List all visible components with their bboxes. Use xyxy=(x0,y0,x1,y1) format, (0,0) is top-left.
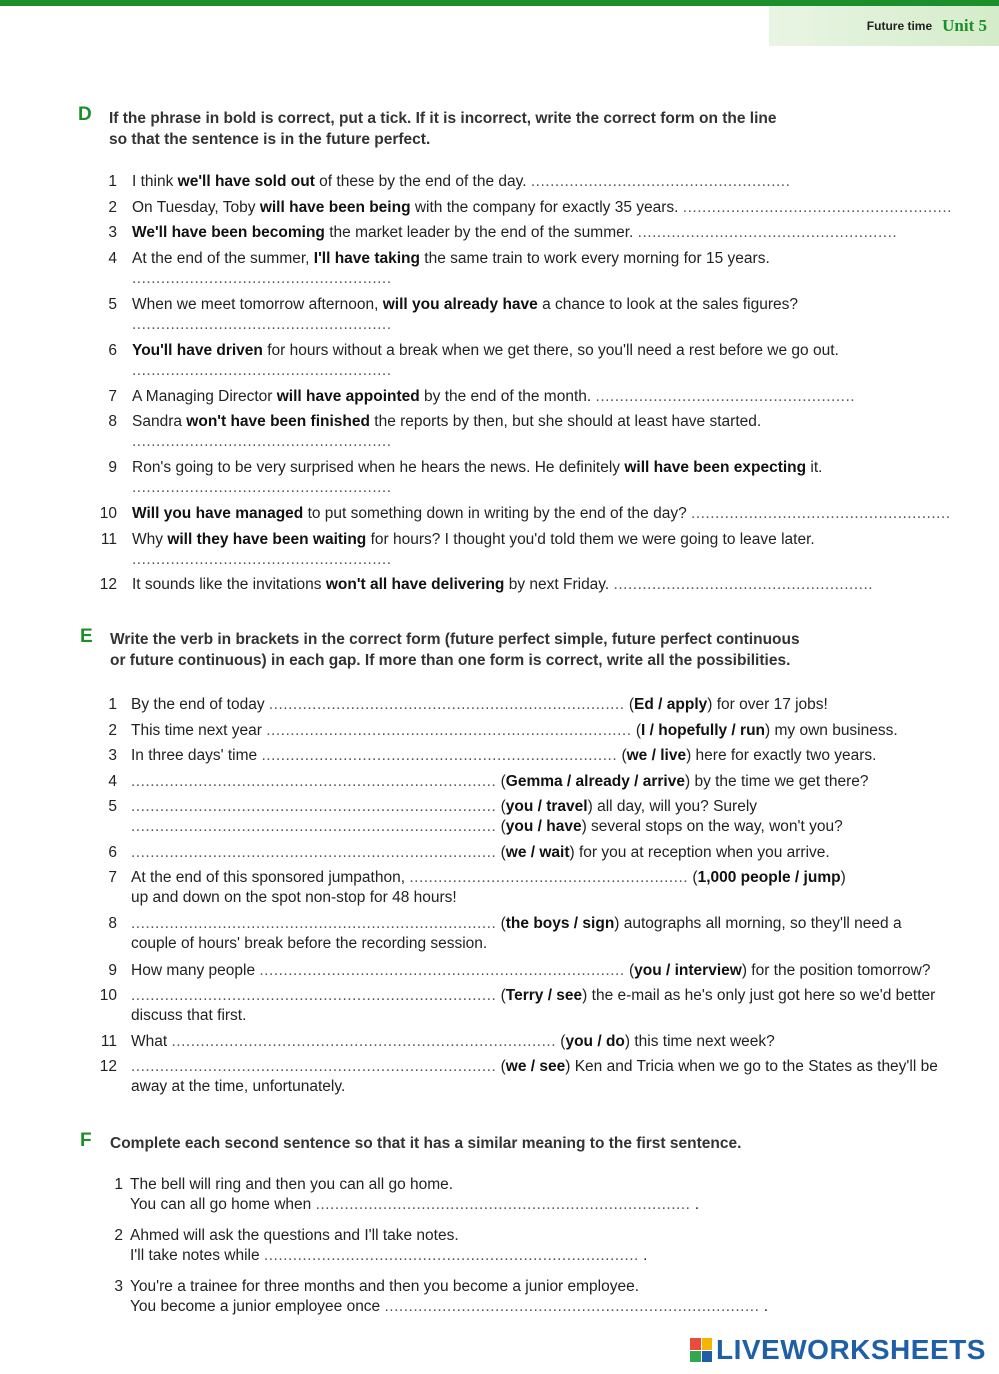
bracket: ( xyxy=(496,1058,506,1075)
answer-blank[interactable]: ...................................................... xyxy=(691,505,951,522)
exercise-line xyxy=(132,249,770,269)
item-number: 6 xyxy=(108,342,117,359)
verb-prompt: I / hopefully / run xyxy=(641,722,766,739)
exercise-line xyxy=(131,986,935,1006)
text: it. xyxy=(806,459,823,476)
bold-phrase: will have been being xyxy=(259,199,411,216)
item-number: 10 xyxy=(99,987,117,1004)
section-d-instruction-line: If the phrase in bold is correct, put a tick. If it is incorrect, write the correct form on the line xyxy=(109,110,777,127)
text: I'll take notes while xyxy=(130,1247,264,1264)
item-number: 12 xyxy=(99,1058,117,1075)
answer-blank[interactable]: .............................................................................. xyxy=(315,1196,691,1213)
text: You become a junior employee once xyxy=(130,1298,385,1315)
text: ) all day, will you? Surely xyxy=(587,798,758,815)
answer-blank[interactable]: ............................................................................ xyxy=(259,962,625,979)
answer-blank[interactable]: ...................................................... xyxy=(132,479,392,496)
text: Sandra xyxy=(132,413,187,430)
item-number: 3 xyxy=(114,1278,123,1295)
brand-name: LIVEWORKSHEETS xyxy=(716,1334,986,1365)
bracket: ( xyxy=(624,696,635,713)
text: to put something down in writing by the end of the day? xyxy=(303,505,687,522)
item-number: 9 xyxy=(108,962,117,979)
item-number: 1 xyxy=(108,173,117,190)
text: ) for you at reception when you arrive. xyxy=(569,844,830,861)
answer-blank[interactable]: .......................................................................... xyxy=(268,696,625,713)
answer-blank[interactable]: .......................................................................... xyxy=(261,747,618,764)
text: the same train to work every morning for 15 years. xyxy=(420,250,770,267)
text: Ron's going to be very surprised when he hears the news. He definitely xyxy=(132,459,625,476)
exercise-line xyxy=(131,1032,775,1052)
item-number: 4 xyxy=(108,250,117,267)
section-e-instruction-line: Write the verb in brackets in the correct form (future perfect simple, future perfect continuous xyxy=(110,631,800,648)
answer-blank[interactable]: ...................................................... xyxy=(613,576,874,593)
exercise-line xyxy=(131,868,846,888)
answer-blank[interactable]: ............................................................................ xyxy=(131,773,497,790)
exercise-line-continued xyxy=(131,1077,345,1097)
text: ) autographs all morning, so they'll need a xyxy=(614,915,902,932)
verb-prompt: Ed / apply xyxy=(634,696,708,713)
second-sentence xyxy=(130,1297,768,1317)
verb-prompt: we / live xyxy=(626,747,687,764)
exercise-line xyxy=(132,295,798,315)
answer-blank[interactable]: ............................................................................ xyxy=(131,987,497,1004)
item-number: 7 xyxy=(108,388,117,405)
item-number: 1 xyxy=(108,696,117,713)
exercise-line xyxy=(132,530,815,550)
answer-blank[interactable]: ...................................................... xyxy=(595,388,856,405)
item-number: 11 xyxy=(100,531,117,548)
answer-blank[interactable]: ................................................................................ xyxy=(171,1033,556,1050)
bold-phrase: won't have been finished xyxy=(186,413,370,430)
text: for hours without a break when we get there, so you'll need a rest before we go out. xyxy=(262,342,839,359)
text: It sounds like the invitations xyxy=(132,576,326,593)
period: . xyxy=(638,1247,648,1264)
verb-prompt: 1,000 people / jump xyxy=(697,869,841,886)
answer-blank[interactable]: ...................................................... xyxy=(132,551,392,568)
exercise-line xyxy=(132,575,873,595)
text: couple of hours' break before the recording session. xyxy=(131,935,488,952)
exercise-answer-line xyxy=(132,361,392,381)
second-sentence xyxy=(130,1195,699,1215)
bold-phrase: won't all have delivering xyxy=(325,576,505,593)
answer-blank[interactable]: ...................................................... xyxy=(132,433,392,450)
text: away at the time, unfortunately. xyxy=(131,1078,346,1095)
answer-blank[interactable]: .............................................................................. xyxy=(263,1247,639,1264)
text: ) this time next week? xyxy=(624,1033,775,1050)
exercise-line xyxy=(132,172,790,192)
unit-label: Unit 5 xyxy=(942,16,987,35)
text: Ahmed will ask the questions and I'll take notes. xyxy=(130,1227,459,1244)
bracket: ( xyxy=(496,915,506,932)
bracket: ( xyxy=(496,798,506,815)
first-sentence xyxy=(130,1175,453,1195)
exercise-line xyxy=(131,797,757,817)
text: How many people xyxy=(131,962,260,979)
exercise-line xyxy=(131,721,898,741)
text: ) Ken and Tricia when we go to the States as they'll be xyxy=(565,1058,938,1075)
text: ) for the position tomorrow? xyxy=(741,962,931,979)
text: A Managing Director xyxy=(132,388,277,405)
text: up and down on the spot non-stop for 48 hours! xyxy=(131,889,457,906)
text: When we meet tomorrow afternoon, xyxy=(132,296,383,313)
text: ) my own business. xyxy=(765,722,898,739)
first-sentence xyxy=(130,1277,639,1297)
exercise-answer-line xyxy=(132,269,392,289)
item-number: 9 xyxy=(108,459,117,476)
section-e-instruction-line: or future continuous) in each gap. If more than one form is correct, write all the possibilities. xyxy=(110,652,791,669)
exercise-line xyxy=(131,746,876,766)
item-number: 11 xyxy=(100,1033,117,1050)
text: ) for over 17 jobs! xyxy=(707,696,828,713)
verb-prompt: you / have xyxy=(505,818,582,835)
answer-blank[interactable]: .......................................................... xyxy=(409,869,689,886)
bracket: ( xyxy=(631,722,642,739)
item-number: 8 xyxy=(108,915,117,932)
text: This time next year xyxy=(131,722,267,739)
text: ) by the time we get there? xyxy=(684,773,869,790)
text: ) xyxy=(840,869,846,886)
text: for hours? I thought you'd told them we were going to leave later. xyxy=(366,531,815,548)
bracket: ( xyxy=(496,818,506,835)
period: . xyxy=(759,1298,769,1315)
exercise-line-continued xyxy=(131,888,457,908)
text: by next Friday. xyxy=(504,576,610,593)
section-f-letter: F xyxy=(80,1130,92,1151)
answer-blank[interactable]: ............................................................................ xyxy=(131,798,497,815)
section-d-instruction xyxy=(109,108,777,150)
bold-phrase: will they have been waiting xyxy=(167,531,367,548)
text: You're a trainee for three months and then you become a junior employee. xyxy=(130,1278,640,1295)
section-d-letter: D xyxy=(78,104,92,125)
bracket: ( xyxy=(624,962,635,979)
answer-blank[interactable]: ............................................................................ xyxy=(131,1058,497,1075)
section-d-instruction-line: so that the sentence is in the future perfect. xyxy=(109,131,431,148)
item-number: 3 xyxy=(108,747,117,764)
answer-blank[interactable]: ...................................................... xyxy=(132,362,392,379)
exercise-answer-line xyxy=(132,550,392,570)
answer-blank[interactable]: ............................................................................ xyxy=(131,915,497,932)
text: On Tuesday, Toby xyxy=(132,199,260,216)
bracket: ( xyxy=(496,773,506,790)
bold-phrase: Will you have managed xyxy=(132,505,304,522)
exercise-line-continued xyxy=(131,1006,246,1026)
item-number: 4 xyxy=(108,773,117,790)
exercise-line xyxy=(132,223,897,243)
exercise-line xyxy=(132,458,823,478)
bold-phrase: I'll have taking xyxy=(313,250,420,267)
text: the market leader by the end of the summer. xyxy=(324,224,634,241)
exercise-line xyxy=(131,843,830,863)
exercise-line xyxy=(132,412,761,432)
section-e-instruction xyxy=(110,629,800,671)
exercise-line xyxy=(132,504,951,524)
text: of these by the end of the day. xyxy=(314,173,527,190)
section-e-letter: E xyxy=(80,626,93,647)
text: You can all go home when xyxy=(130,1196,316,1213)
bold-phrase: will have appointed xyxy=(276,388,420,405)
item-number: 2 xyxy=(114,1227,123,1244)
answer-blank[interactable]: ............................................................................ xyxy=(131,818,497,835)
text: ) here for exactly two years. xyxy=(686,747,877,764)
exercise-line xyxy=(131,695,828,715)
exercise-line xyxy=(132,387,855,407)
answer-blank[interactable]: ............................................................................ xyxy=(131,844,497,861)
text: The bell will ring and then you can all go home. xyxy=(130,1176,454,1193)
item-number: 6 xyxy=(108,844,117,861)
bracket: ( xyxy=(617,747,627,764)
item-number: 12 xyxy=(99,576,117,593)
exercise-line xyxy=(131,772,869,792)
unit-tab xyxy=(769,6,999,46)
exercise-line xyxy=(131,817,843,837)
verb-prompt: we / see xyxy=(505,1058,566,1075)
exercise-answer-line xyxy=(132,315,392,335)
answer-blank[interactable]: ...................................................... xyxy=(530,173,791,190)
item-number: 3 xyxy=(108,224,117,241)
verb-prompt: Terry / see xyxy=(505,987,583,1004)
item-number: 10 xyxy=(99,505,117,522)
text: ) several stops on the way, won't you? xyxy=(581,818,843,835)
bracket: ( xyxy=(688,869,698,886)
verb-prompt: you / do xyxy=(565,1033,625,1050)
text: discuss that first. xyxy=(131,1007,247,1024)
text: What xyxy=(131,1033,172,1050)
text: At the end of the summer, xyxy=(132,250,314,267)
text: At the end of this sponsored jumpathon, xyxy=(131,869,410,886)
exercise-line-continued xyxy=(131,934,487,954)
item-number: 1 xyxy=(114,1176,123,1193)
verb-prompt: we / wait xyxy=(505,844,570,861)
liveworksheets-brand xyxy=(690,1334,986,1366)
answer-blank[interactable]: ........................................................ xyxy=(682,199,952,216)
text: In three days' time xyxy=(131,747,262,764)
exercise-line xyxy=(131,1057,938,1077)
text: By the end of today xyxy=(131,696,269,713)
text: the reports by then, but she should at least have started. xyxy=(369,413,762,430)
first-sentence xyxy=(130,1226,459,1246)
bold-phrase: we'll have sold out xyxy=(177,173,315,190)
liveworksheets-logo-icon xyxy=(690,1338,712,1362)
answer-blank[interactable]: ...................................................... xyxy=(132,270,392,287)
text: a chance to look at the sales figures? xyxy=(537,296,798,313)
text: Why xyxy=(132,531,168,548)
bold-phrase: will you already have xyxy=(382,296,538,313)
exercise-line xyxy=(131,961,930,981)
verb-prompt: Gemma / already / arrive xyxy=(505,773,685,790)
verb-prompt: you / travel xyxy=(505,798,588,815)
text: with the company for exactly 35 years. xyxy=(410,199,679,216)
answer-blank[interactable]: ...................................................... xyxy=(637,224,898,241)
text: ) the e-mail as he's only just got here so we'd better xyxy=(582,987,936,1004)
section-title: Future time xyxy=(866,19,933,33)
verb-prompt: the boys / sign xyxy=(505,915,615,932)
text: I think xyxy=(132,173,178,190)
text: by the end of the month. xyxy=(419,388,592,405)
exercise-line xyxy=(132,198,952,218)
bold-phrase: You'll have driven xyxy=(132,342,263,359)
exercise-answer-line xyxy=(132,478,392,498)
exercise-answer-line xyxy=(132,432,392,452)
item-number: 5 xyxy=(108,296,117,313)
answer-blank[interactable]: .............................................................................. xyxy=(384,1298,760,1315)
item-number: 8 xyxy=(108,413,117,430)
verb-prompt: you / interview xyxy=(634,962,742,979)
item-number: 7 xyxy=(108,869,117,886)
exercise-line xyxy=(132,341,839,361)
bracket: ( xyxy=(496,844,506,861)
bold-phrase: will have been expecting xyxy=(624,459,807,476)
item-number: 2 xyxy=(108,199,117,216)
bracket: ( xyxy=(556,1033,566,1050)
item-number: 2 xyxy=(108,722,117,739)
period: . xyxy=(690,1196,700,1213)
item-number: 5 xyxy=(108,798,117,815)
answer-blank[interactable]: ...................................................... xyxy=(132,316,392,333)
bold-phrase: We'll have been becoming xyxy=(132,224,325,241)
bracket: ( xyxy=(496,987,506,1004)
second-sentence xyxy=(130,1246,647,1266)
answer-blank[interactable]: ............................................................................ xyxy=(266,722,632,739)
section-f-instruction: Complete each second sentence so that it has a similar meaning to the first sentence. xyxy=(110,1135,742,1152)
exercise-line xyxy=(131,914,902,934)
